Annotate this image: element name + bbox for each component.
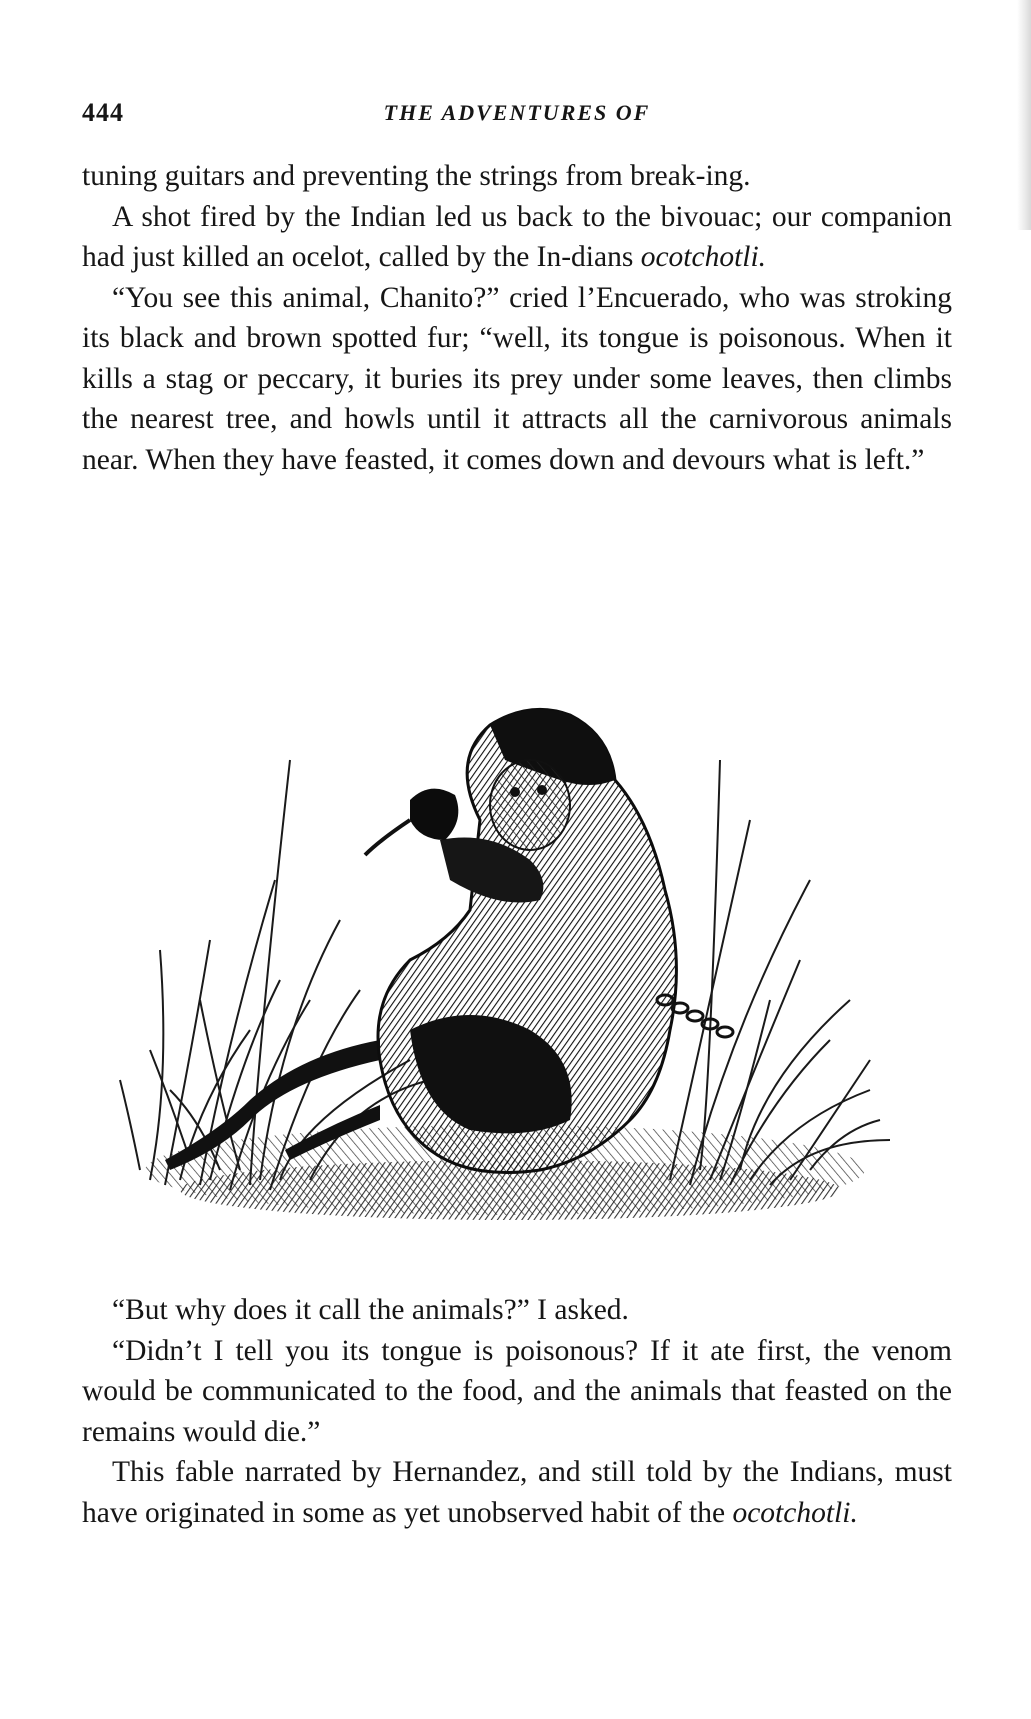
paragraph-text: A shot fired by the Indian led us back to the bivouac; our companion had just killed an ocelot, called by the In-dians xyxy=(82,200,952,273)
paragraph-question: “But why does it call the animals?” I asked. xyxy=(112,1294,629,1326)
engraving-image xyxy=(110,700,900,1260)
italic-term: ocotchotli. xyxy=(640,241,767,273)
paragraph-shot-fired xyxy=(82,197,952,278)
grass-left xyxy=(120,760,430,1190)
page-number: 444 xyxy=(82,98,124,127)
text-block-top xyxy=(82,156,952,480)
page-edge-shadow xyxy=(1017,0,1031,230)
monkey-illustration xyxy=(110,700,900,1260)
grass-right xyxy=(670,760,890,1185)
paragraph-text: This fable narrated by Hernandez, and still told by the Indians, must have originated in some as yet unobserved habit of the xyxy=(82,1456,952,1529)
paragraph-encuerado-speech: “You see this animal, Chanito?” cried l’Encuerado, who was stroking its black and brown spotted fur; “well, its tongue is poisonous. When it kills a stag or peccary, it buries its prey under some leaves, then climbs the nearest tree, and howls until it attracts all the carnivorous animals near. When they have feasted, it comes down and devours what is left.” xyxy=(82,281,952,476)
paragraph-continuation: tuning guitars and preventing the strings from break-ing. xyxy=(82,160,751,192)
page-header xyxy=(82,98,952,138)
running-title: THE ADVENTURES OF xyxy=(383,100,651,125)
text-block-bottom xyxy=(82,1290,952,1533)
paragraph-answer: “Didn’t I tell you its tongue is poisonous? If it ate first, the venom would be communicated to the food, and the animals that feasted on the remains would die.” xyxy=(82,1334,952,1448)
paragraph-fable xyxy=(82,1452,952,1533)
italic-term: ocotchotli. xyxy=(732,1496,858,1529)
